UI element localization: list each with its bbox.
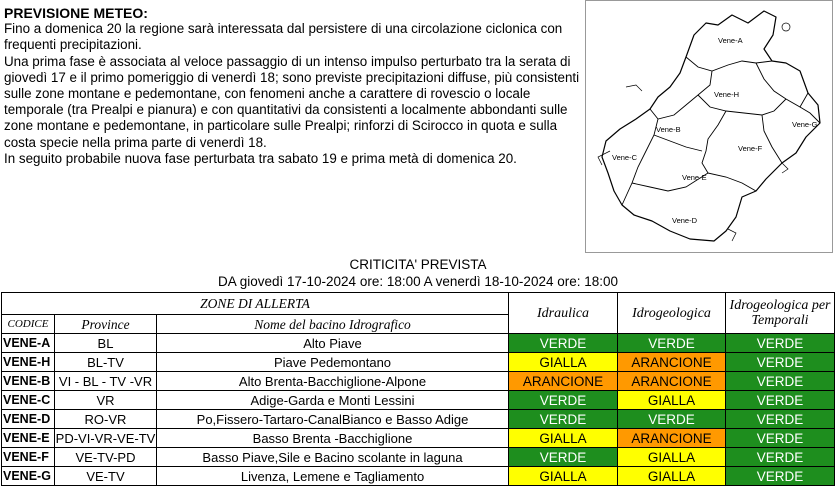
zone-label-vene-g: Vene-G — [792, 120, 818, 129]
veneto-zone-map — [585, 0, 833, 253]
level-idraulica: VERDE — [509, 391, 618, 410]
zone-di-allerta-header: ZONE DI ALLERTA — [2, 293, 509, 315]
zone-code: VENE-E — [2, 429, 55, 448]
zone-bacino: Alto Piave — [157, 334, 509, 353]
header-bacino: Nome del bacino Idrografico — [157, 315, 509, 334]
zone-label-vene-b: Vene-B — [656, 125, 681, 134]
criticita-date-range: DA giovedì 17-10-2024 ore: 18:00 A venerdì 18-10-2024 ore: 18:00 — [217, 274, 619, 289]
table-row — [2, 410, 835, 429]
zone-province: VE-TV-PD — [55, 448, 157, 467]
level-idraulica: GIALLA — [509, 429, 618, 448]
forecast-text — [4, 5, 584, 167]
zone-province: BL-TV — [55, 353, 157, 372]
forecast-paragraph-2: Una prima fase è associata al veloce passaggio di un intenso impulso perturbato tra la serata di giovedì 17 e il primo pomeriggio di venerdì 18; sono previste precipitazioni diffuse, più consistenti sulle zone montane e pedemontane, con fenomeni anche a carattere di rovescio o locale temporale (tra Prealpi e pianura) e con quantitativi da consistenti a localmente abbondanti sulle zone montane e pedemontane, in particolare sulle Prealpi; rinforzi di Scirocco in quota e sulla costa specie nella prima parte di venerdì 18. — [4, 53, 580, 150]
veneto-map-svg — [586, 1, 834, 254]
zone-bacino: Po,Fissero-Tartaro-CanalBianco e Basso Adige — [157, 410, 509, 429]
table-row — [2, 372, 835, 391]
zone-province: VE-TV — [55, 467, 157, 486]
level-idraulica: VERDE — [509, 410, 618, 429]
zone-bacino: Livenza, Lemene e Tagliamento — [157, 467, 509, 486]
level-idrogeologica: ARANCIONE — [618, 429, 726, 448]
zone-code: VENE-D — [2, 410, 55, 429]
header-idraulica: Idraulica — [509, 293, 618, 334]
forecast-paragraph-1: Fino a domenica 20 la regione sarà interessata dal persistere di una circolazione ciclonica con frequenti precipitazioni. — [4, 21, 563, 53]
zone-code: VENE-C — [2, 391, 55, 410]
zone-label-vene-a: Vene-A — [718, 36, 743, 45]
level-idraulica: ARANCIONE — [509, 372, 618, 391]
zone-code: VENE-B — [2, 372, 55, 391]
level-temporali: VERDE — [726, 410, 835, 429]
level-idraulica: GIALLA — [509, 467, 618, 486]
zone-label-vene-d: Vene-D — [672, 216, 698, 225]
level-idraulica: VERDE — [509, 448, 618, 467]
zone-label-vene-h: Vene-H — [714, 90, 740, 99]
level-idrogeologica: GIALLA — [618, 467, 726, 486]
level-temporali: VERDE — [726, 429, 835, 448]
criticita-header — [0, 256, 836, 291]
level-idrogeologica: ARANCIONE — [618, 353, 726, 372]
zone-province: BL — [55, 334, 157, 353]
table-row — [2, 467, 835, 486]
level-idrogeologica: ARANCIONE — [618, 372, 726, 391]
level-temporali: VERDE — [726, 391, 835, 410]
zone-bacino: Adige-Garda e Monti Lessini — [157, 391, 509, 410]
zone-label-vene-f: Vene-F — [738, 144, 763, 153]
zone-code: VENE-H — [2, 353, 55, 372]
forecast-paragraph-3: In seguito probabile nuova fase perturbata tra sabato 19 e prima metà di domenica 20. — [4, 150, 517, 166]
zone-province: RO-VR — [55, 410, 157, 429]
level-temporali: VERDE — [726, 467, 835, 486]
zone-code: VENE-F — [2, 448, 55, 467]
table-row — [2, 334, 835, 353]
level-idrogeologica: VERDE — [618, 334, 726, 353]
zone-label-vene-c: Vene-C — [612, 153, 638, 162]
zone-province: PD-VI-VR-VE-TV — [55, 430, 156, 446]
header-temporali: Idrogeologica per Temporali — [726, 293, 835, 334]
alert-zones-table — [1, 292, 835, 486]
level-temporali: VERDE — [726, 448, 835, 467]
table-row — [2, 391, 835, 410]
level-idraulica: GIALLA — [509, 353, 618, 372]
level-idrogeologica: VERDE — [618, 410, 726, 429]
table-row — [2, 448, 835, 467]
level-temporali: VERDE — [726, 353, 835, 372]
zone-bacino: Piave Pedemontano — [157, 353, 509, 372]
zone-province: VR — [55, 391, 157, 410]
header-codice: CODICE — [2, 315, 55, 334]
level-idraulica: VERDE — [509, 334, 618, 353]
region-outline — [602, 11, 820, 241]
level-idrogeologica: GIALLA — [618, 391, 726, 410]
table-row — [2, 429, 835, 448]
criticita-title: CRITICITA' PREVISTA — [349, 257, 487, 272]
zone-label-vene-e: Vene-E — [682, 173, 707, 182]
zone-bacino: Alto Brenta-Bacchiglione-Alpone — [157, 372, 509, 391]
zone-code: VENE-G — [2, 467, 55, 486]
zone-province: VI - BL - TV -VR — [55, 372, 157, 391]
header-idrogeologica: Idrogeologica — [618, 293, 726, 334]
level-idrogeologica: GIALLA — [618, 448, 726, 467]
level-temporali: VERDE — [726, 334, 835, 353]
header-province: Province — [55, 315, 157, 334]
table-row — [2, 353, 835, 372]
zone-bacino: Basso Piave,Sile e Bacino scolante in laguna — [157, 448, 509, 467]
forecast-title: PREVISIONE METEO: — [4, 5, 148, 21]
level-temporali: VERDE — [726, 372, 835, 391]
zone-bacino: Basso Brenta -Bacchiglione — [157, 429, 509, 448]
zone-code: VENE-A — [2, 334, 55, 353]
